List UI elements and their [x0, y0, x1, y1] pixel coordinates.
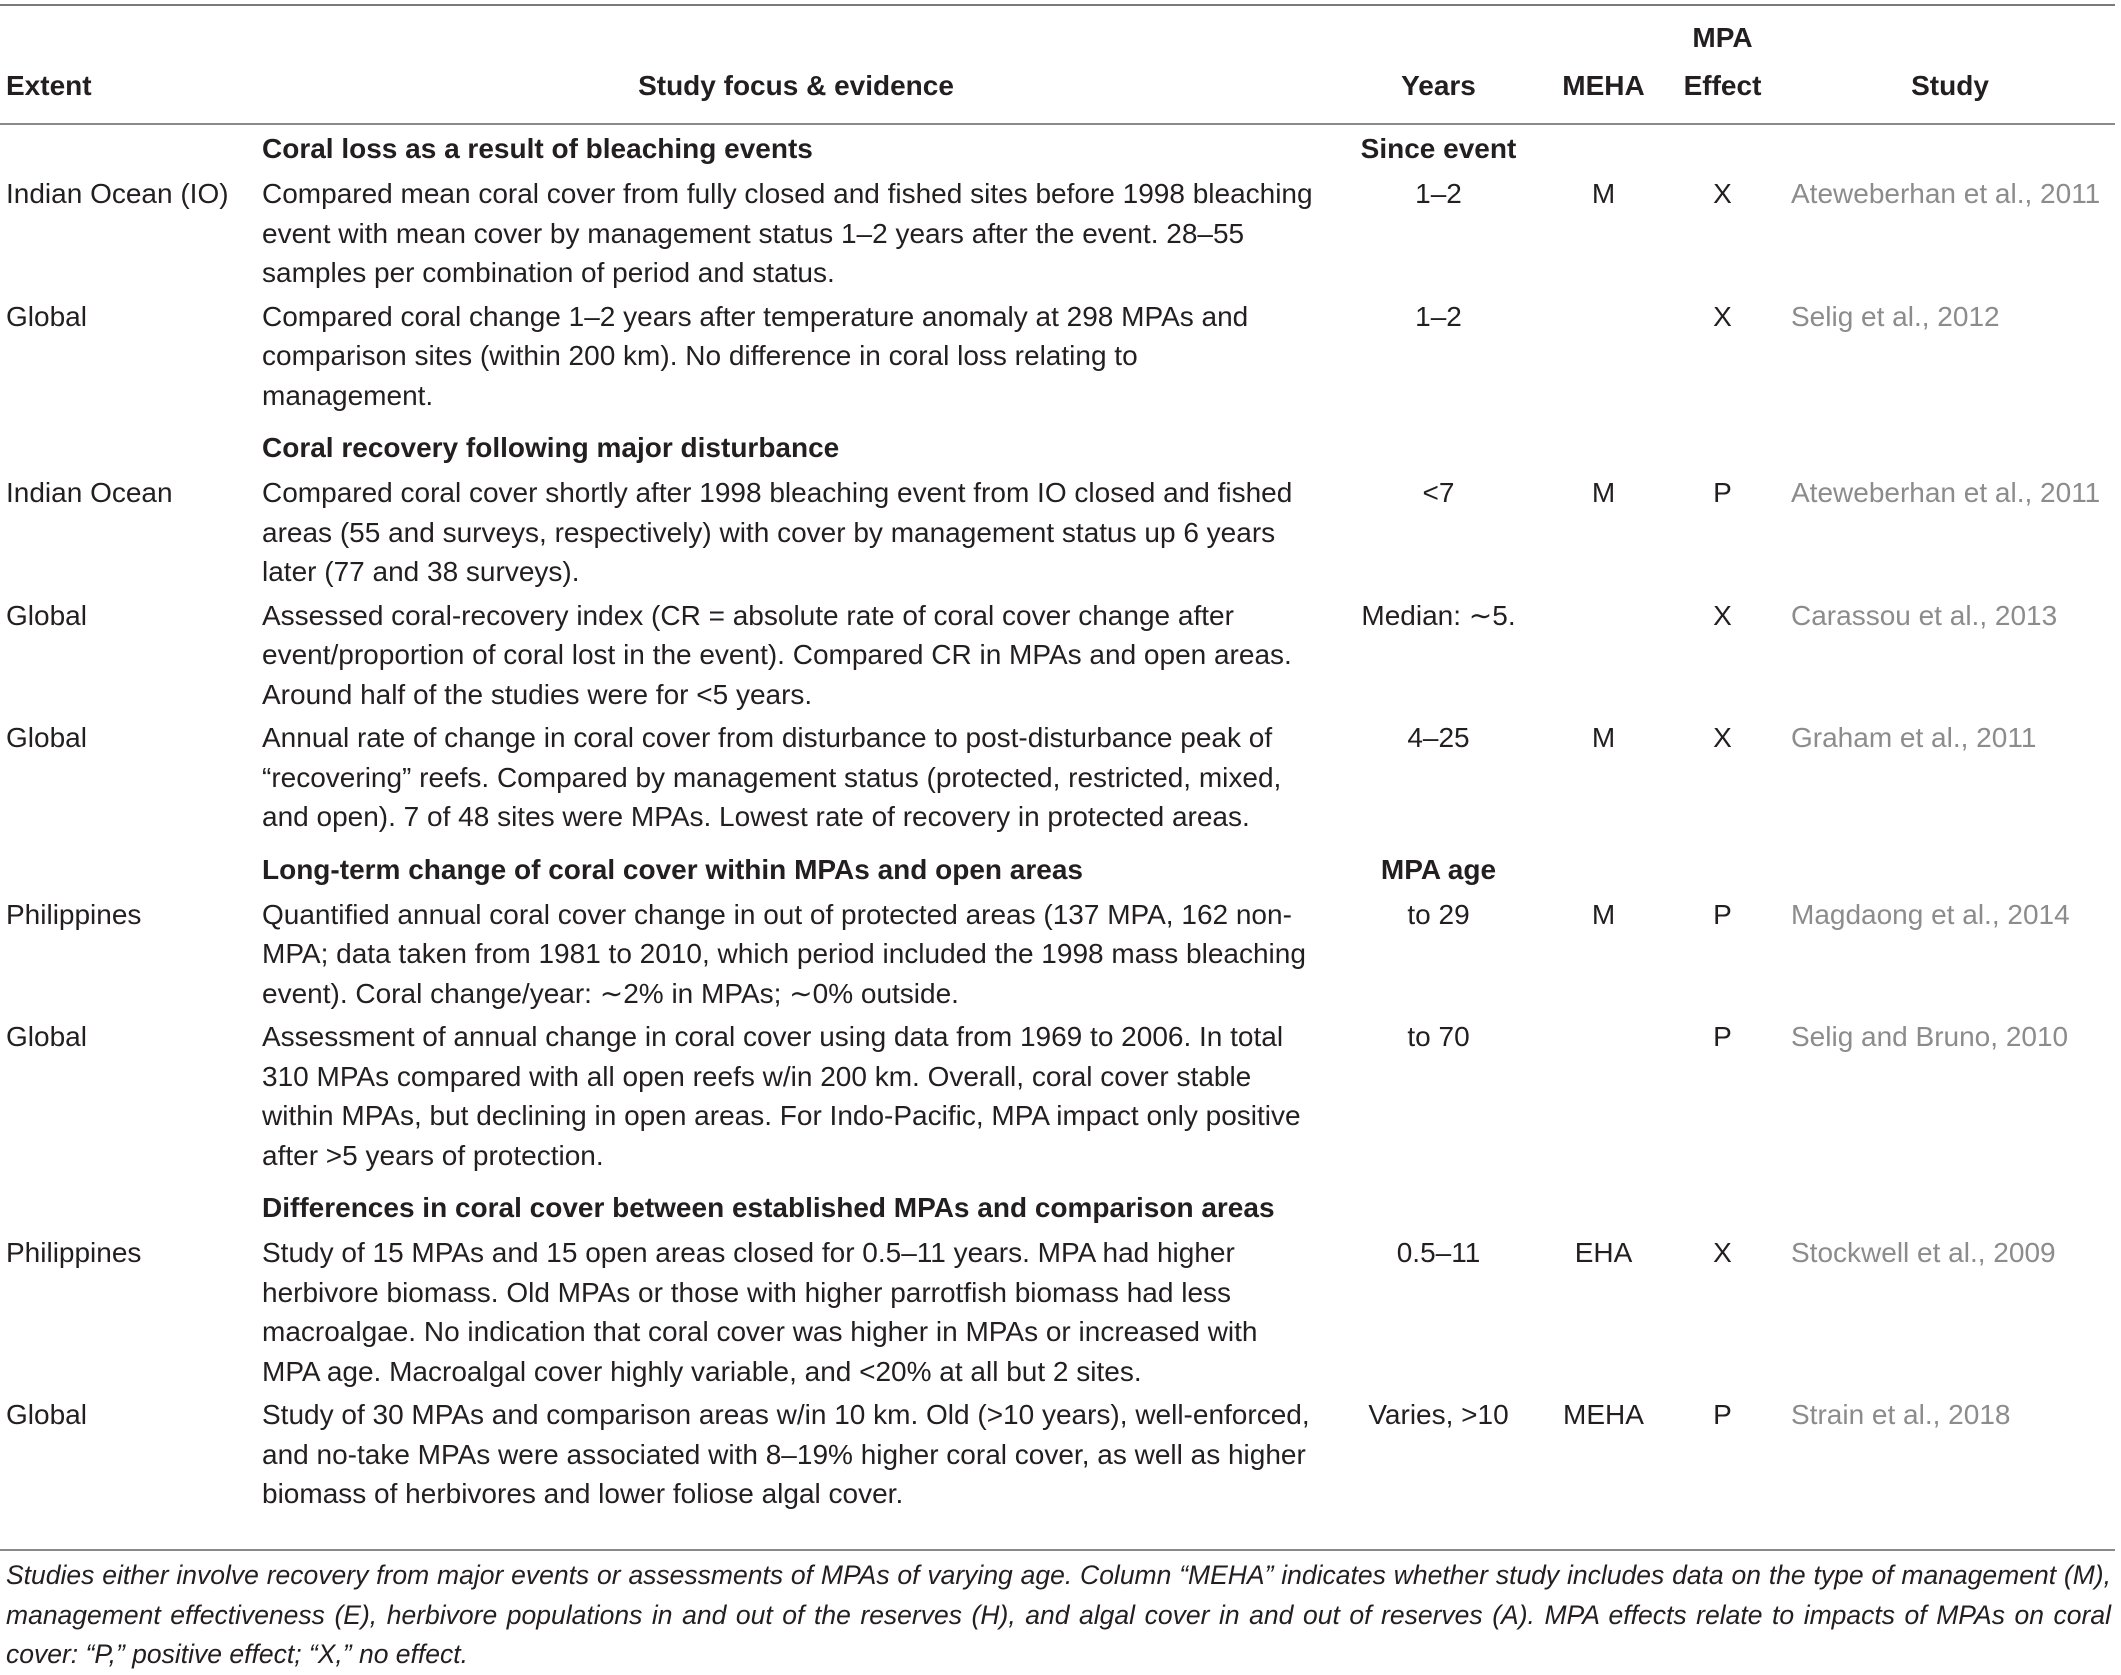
cell-years: <7 [1422, 477, 1455, 508]
cell-mpa-effect: P [1713, 1399, 1732, 1430]
section-extent-empty [0, 120, 262, 174]
cell-mpa-effect: P [1713, 898, 1732, 930]
section-years-label: Since event [1360, 133, 1517, 164]
table-row [0, 895, 2115, 1018]
cell-years: Median: ∼5. [1361, 599, 1516, 631]
cell-years: to 70 [1407, 1021, 1470, 1052]
table-row [0, 1233, 2115, 1395]
cell-extent: Global [6, 599, 87, 631]
section-row [0, 120, 2115, 174]
header-meha: MEHA [1562, 70, 1645, 101]
cell-study-focus: Study of 30 MPAs and comparison areas w/in 10 km. Old (>10 years), well-enforced, and no-take MPAs were associated with 8–19% higher coral cover, as well as higher biomass of herbivores and lower foliose algal cover. [262, 1399, 1310, 1509]
cell-study: Magdaong et al., 2014 [1791, 898, 2070, 930]
section-effect-empty [1660, 1179, 1785, 1233]
cell-extent: Global [6, 1399, 87, 1430]
cell-study: Strain et al., 2018 [1791, 1399, 2011, 1430]
cell-study-focus: Compared mean coral cover from fully closed and fished sites before 1998 bleaching event with mean cover by management status 1–2 years after the event. 28–55 samples per combination of period and status. [262, 178, 1313, 288]
cell-mpa-effect: X [1713, 300, 1732, 332]
cell-study: Selig et al., 2012 [1791, 300, 2000, 332]
table-row [0, 473, 2115, 596]
header-mpa-effect-line2: Effect [1683, 70, 1762, 101]
cell-mpa-effect: X [1713, 178, 1732, 209]
cell-meha: EHA [1574, 1237, 1633, 1268]
header-extent: Extent [6, 70, 92, 101]
cell-study: Carassou et al., 2013 [1791, 599, 2058, 631]
table-row [0, 1017, 2115, 1179]
section-study-empty [1785, 419, 2115, 473]
table-row [0, 718, 2115, 841]
section-study-empty [1785, 841, 2115, 895]
section-title: Coral recovery following major disturbance [262, 432, 840, 463]
header-mpa-effect [1660, 0, 1785, 120]
cell-study-focus: Annual rate of change in coral cover from disturbance to post-disturbance peak of “recovering” reefs. Compared by management status (protected, restricted, mixed, and open). 7 of 48 sites were MPAs. Lowest rate of recovery in protected areas. [262, 722, 1282, 832]
table-row [0, 297, 2115, 420]
section-extent-empty [0, 419, 262, 473]
section-effect-empty [1660, 120, 1785, 174]
header-years: Years [1401, 70, 1476, 101]
section-row [0, 1179, 2115, 1233]
cell-study: Ateweberhan et al., 2011 [1791, 477, 2101, 508]
cell-study: Ateweberhan et al., 2011 [1791, 178, 2101, 209]
cell-extent: Philippines [6, 1237, 142, 1268]
cell-years: 0.5–11 [1396, 1237, 1481, 1268]
cell-years: 1–2 [1415, 300, 1462, 332]
cell-extent: Global [6, 722, 87, 753]
section-row [0, 419, 2115, 473]
section-effect-empty [1660, 419, 1785, 473]
section-study-empty [1785, 1179, 2115, 1233]
section-row [0, 841, 2115, 895]
table-row [0, 174, 2115, 297]
cell-years: 1–2 [1415, 178, 1462, 209]
cell-study-focus: Assessed coral-recovery index (CR = absolute rate of coral cover change after event/proportion of coral lost in the event). Compared CR in MPAs and open areas. Around half of the studies were for <5 years. [262, 599, 1292, 710]
table-bottom-rule [0, 1549, 2115, 1551]
header-mpa-effect-line1: MPA [1692, 22, 1753, 53]
section-meha-empty [1547, 841, 1660, 895]
cell-mpa-effect: X [1713, 1237, 1732, 1268]
cell-meha: M [1591, 898, 1616, 930]
cell-extent: Indian Ocean [6, 477, 173, 508]
cell-study-focus: Compared coral cover shortly after 1998 bleaching event from IO closed and fished areas (55 and surveys, respectively) with cover by management status up 6 years later (77 and 38 surveys). [262, 477, 1293, 587]
header-study-focus: Study focus & evidence [638, 70, 954, 101]
section-effect-empty [1660, 841, 1785, 895]
cell-meha [1547, 297, 1660, 420]
section-meha-empty [1547, 1179, 1660, 1233]
section-meha-empty [1547, 120, 1660, 174]
table-row [0, 1395, 2115, 1518]
cell-meha: M [1591, 178, 1616, 209]
cell-mpa-effect: P [1713, 1021, 1732, 1052]
section-title: Differences in coral cover between established MPAs and comparison areas [262, 1192, 1275, 1223]
section-extent-empty [0, 1179, 262, 1233]
cell-meha: M [1591, 722, 1616, 753]
cell-study-focus: Quantified annual coral cover change in out of protected areas (137 MPA, 162 non-MPA; data taken from 1981 to 2010, which period included the 1998 mass bleaching event). Coral change/year: ∼2% in MPAs; ∼0% outside. [262, 898, 1306, 1009]
section-years-label [1330, 419, 1547, 473]
section-years-label: MPA age [1380, 853, 1497, 885]
cell-study-focus: Assessment of annual change in coral cover using data from 1969 to 2006. In total 310 MPAs compared with all open reefs w/in 200 km. Overall, coral cover stable within MPAs, but declining in open areas. For Indo-Pacific, MPA impact only positive after >5 years of protection. [262, 1021, 1301, 1171]
cell-extent: Philippines [6, 898, 142, 930]
cell-meha [1547, 596, 1660, 719]
cell-years: to 29 [1407, 898, 1470, 930]
cell-mpa-effect: P [1713, 477, 1732, 508]
section-title: Long-term change of coral cover within MPAs and open areas [262, 853, 1083, 885]
cell-study: Selig and Bruno, 2010 [1791, 1021, 2069, 1052]
section-study-empty [1785, 120, 2115, 174]
section-meha-empty [1547, 419, 1660, 473]
cell-mpa-effect: X [1713, 599, 1732, 631]
cell-study-focus: Study of 15 MPAs and 15 open areas closed for 0.5–11 years. MPA had higher herbivore biomass. Old MPAs or those with higher parrotfish biomass had less macroalgae. No indication that coral cover was higher in MPAs or increased with MPA age. Macroalgal cover highly variable, and <20% at all but 2 sites. [262, 1237, 1258, 1387]
table-body [0, 120, 2115, 1518]
cell-years: 4–25 [1407, 722, 1470, 753]
cell-extent: Indian Ocean (IO) [6, 178, 229, 209]
cell-mpa-effect: X [1713, 722, 1732, 753]
table-footnote: Studies either involve recovery from major events or assessments of MPAs of varying age. Column “MEHA” indicates whether study includes data on the type of management (M), management effectiveness (E), herbivore populations in and out of the reserves (H), and algal cover in and out of reserves (A). MPA effects relate to impacts of MPAs on coral cover: “P,” positive effect; “X,” no effect. [6, 1560, 2111, 1669]
section-title: Coral loss as a result of bleaching events [262, 133, 813, 164]
cell-study: Stockwell et al., 2009 [1791, 1237, 2056, 1268]
section-years-label [1330, 1179, 1547, 1233]
table-row [0, 596, 2115, 719]
cell-extent: Global [6, 1021, 87, 1052]
header-study: Study [1911, 70, 1989, 101]
cell-years: Varies, >10 [1368, 1399, 1509, 1430]
cell-meha: MEHA [1563, 1399, 1644, 1430]
table-header-row [0, 0, 2115, 120]
section-extent-empty [0, 841, 262, 895]
cell-study-focus: Compared coral change 1–2 years after temperature anomaly at 298 MPAs and comparison sites (within 200 km). No difference in coral loss relating to management. [262, 300, 1249, 411]
cell-study: Graham et al., 2011 [1791, 722, 2037, 753]
cell-extent: Global [6, 300, 87, 332]
cell-meha: M [1591, 477, 1616, 508]
cell-meha [1547, 1017, 1660, 1179]
